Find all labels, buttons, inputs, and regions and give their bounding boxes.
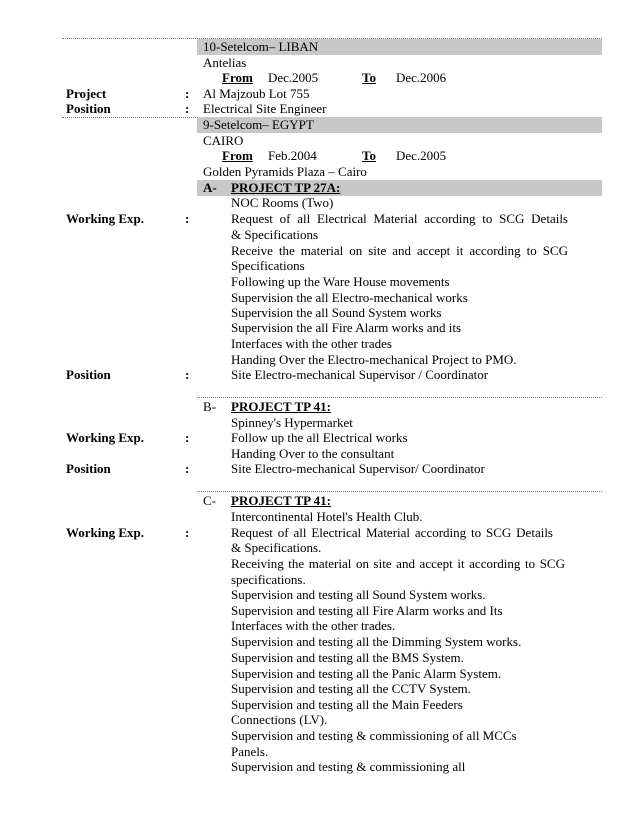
section-rule [197,491,602,492]
position-value: Site Electro-mechanical Supervisor/ Coordinator [231,461,485,476]
work-line: Following up the Ware House movements [231,274,450,289]
colon: : [185,525,190,540]
work-line: Supervision and testing & commissioning all [231,759,466,774]
work-line: Supervision the all Sound System works [231,305,442,320]
company-city: Antelias [203,55,247,70]
from-label: From [222,70,253,85]
project-label: Project [66,86,107,101]
position-label: Position [66,101,111,116]
colon: : [185,461,190,476]
working-exp-label: Working Exp. [66,430,145,445]
company-name: 9-Setelcom– EGYPT [203,117,314,132]
work-line: Interfaces with the other trades [231,336,392,351]
project-letter: C- [203,493,216,508]
work-line: Supervision and testing & commissioning of all MCCs [231,728,517,743]
work-line: Receiving the material on site and accept it according to SCG [231,556,565,571]
project-title: PROJECT TP 41: [231,493,331,508]
project-letter: B- [203,399,216,414]
to-label: To [362,70,376,85]
to-date: Dec.2006 [396,70,447,85]
colon: : [185,430,190,445]
colon: : [185,101,190,116]
project-title: PROJECT TP 41: [231,399,331,414]
from-date: Dec.2005 [268,70,319,85]
work-line: Supervision and testing all the BMS System. [231,650,464,665]
work-line: Supervision and testing all Fire Alarm works and Its [231,603,503,618]
to-date: Dec.2005 [396,148,447,163]
colon: : [185,367,190,382]
work-line: Handing Over to the consultant [231,446,395,461]
work-line: & Specifications. [231,540,322,555]
work-line: Supervision and testing all the Dimming System works. [231,634,522,649]
position-value: Electrical Site Engineer [203,101,327,116]
section-rule [197,397,602,398]
project-title: PROJECT TP 27A: [231,180,341,195]
work-line: NOC Rooms (Two) [231,195,334,210]
work-line: Panels. [231,744,269,759]
work-line: Supervision and testing all the Main Feeders [231,697,463,712]
project-letter: A- [203,180,217,195]
project-value: Al Majzoub Lot 755 [203,86,310,101]
working-exp-label: Working Exp. [66,525,145,540]
company-city: CAIRO [203,133,244,148]
to-label: To [362,148,376,163]
position-label: Position [66,367,111,382]
work-line: Request of all Electrical Material according to SCG Details [231,211,568,226]
working-exp-label: Working Exp. [66,211,145,226]
colon: : [185,211,190,226]
work-line: Request of all Electrical Material according to SCG Details [231,525,553,540]
work-line: Supervision and testing all the Panic Alarm System. [231,666,502,681]
work-line: Receive the material on site and accept it according to SCG [231,243,568,258]
work-line: Specifications [231,258,305,273]
location: Golden Pyramids Plaza – Cairo [203,164,367,179]
from-date: Feb.2004 [268,148,317,163]
work-line: Supervision and testing all Sound System works. [231,587,486,602]
work-line: Intercontinental Hotel's Health Club. [231,509,423,524]
from-label: From [222,148,253,163]
company-name: 10-Setelcom– LIBAN [203,39,319,54]
colon: : [185,86,190,101]
work-line: Spinney's Hypermarket [231,415,353,430]
work-line: Supervision the all Fire Alarm works and its [231,320,462,335]
position-label: Position [66,461,111,476]
work-line: Supervision the all Electro-mechanical works [231,290,468,305]
work-line: Supervision and testing all the CCTV System. [231,681,471,696]
work-line: Connections (LV). [231,712,328,727]
work-line: Handing Over the Electro-mechanical Project to PMO. [231,352,517,367]
work-line: specifications. [231,572,306,587]
work-line: Interfaces with the other trades. [231,618,396,633]
work-line: Follow up the all Electrical works [231,430,408,445]
work-line: & Specifications [231,227,319,242]
position-value: Site Electro-mechanical Supervisor / Coordinator [231,367,489,382]
